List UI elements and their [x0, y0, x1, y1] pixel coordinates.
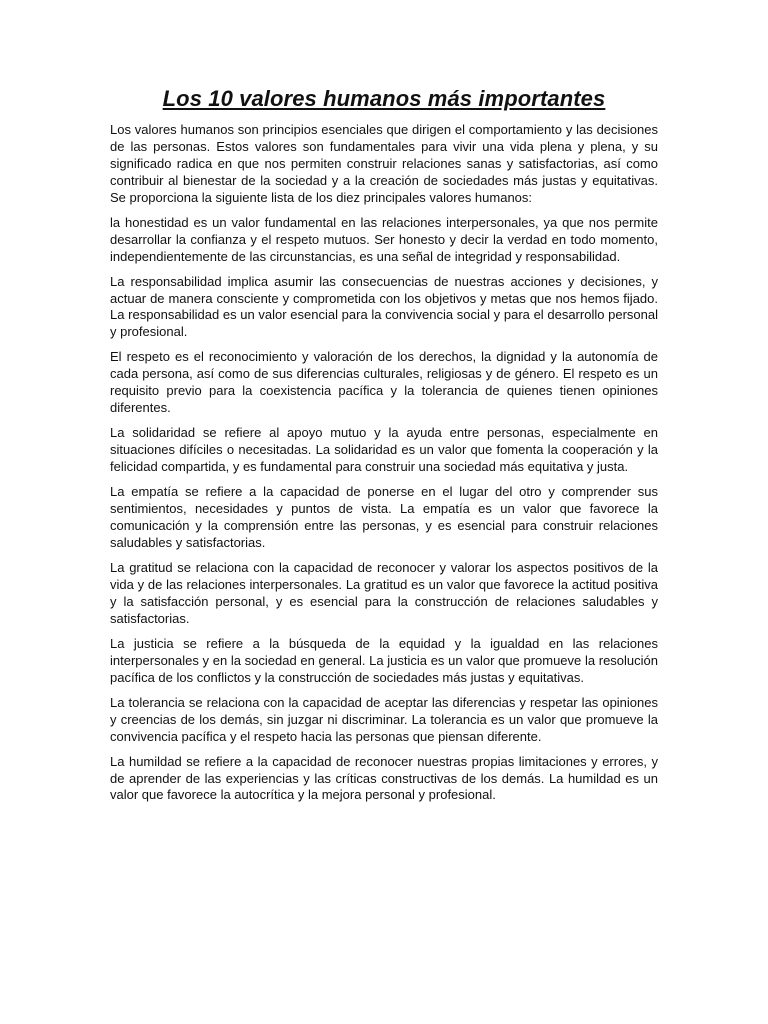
humildad-paragraph: La humildad se refiere a la capacidad de reconocer nuestras propias limitaciones y errores, y de aprender de las experiencias y las críticas constructivas de los demás. La humildad es un valor que favorece la autocrítica y la mejora personal y profesional. — [110, 753, 658, 803]
honestidad-paragraph: la honestidad es un valor fundamental en las relaciones interpersonales, ya que nos permite desarrollar la confianza y el respeto mutuos. Ser honesto y decir la verdad en todo momento, independientemente de las circunstancias, es una señal de integridad y responsabilidad. — [110, 214, 658, 264]
intro-paragraph: Los valores humanos son principios esenciales que dirigen el comportamiento y las decisiones de las personas. Estos valores son fundamentales para vivir una vida plena y plena, y su significado radica en que nos permiten construir relaciones sanas y satisfactorias, así como contribuir al bienestar de la sociedad y a la creación de sociedades más justas y equitativas. Se proporciona la siguiente lista de los diez principales valores humanos: — [110, 122, 658, 205]
document-page — [110, 84, 658, 813]
tolerancia-paragraph: La tolerancia se relaciona con la capacidad de aceptar las diferencias y respetar las opiniones y creencias de los demás, sin juzgar ni discriminar. La tolerancia es un valor que promueve la convivencia pacífica y el respeto hacia las personas que piensan diferente. — [110, 694, 658, 744]
solidaridad-paragraph: La solidaridad se refiere al apoyo mutuo y la ayuda entre personas, especialmente en situaciones difíciles o necesitadas. La solidaridad es un valor que fomenta la cooperación y la felicidad compartida, y es fundamental para construir una sociedad más equitativa y justa. — [110, 425, 658, 475]
empatia-paragraph: La empatía se refiere a la capacidad de ponerse en el lugar del otro y comprender sus sentimientos, necesidades y puntos de vista. La empatía es un valor que favorece la comunicación y la comprensión entre las personas, y es esencial para construir relaciones saludables y satisfactorias. — [110, 484, 658, 550]
document-title: Los 10 valores humanos más importantes — [162, 86, 606, 111]
respeto-paragraph: El respeto es el reconocimiento y valoración de los derechos, la dignidad y la autonomía de cada persona, así como de sus diferencias culturales, religiosas y de género. El respeto es un requisito previo para la coexistencia pacífica y la tolerancia de quienes tienen opiniones diferentes. — [110, 349, 658, 416]
responsabilidad-paragraph: La responsabilidad implica asumir las consecuencias de nuestras acciones y decisiones, y actuar de manera consciente y comprometida con los objetivos y metas que nos hemos fijado. La responsabilidad es un valor esencial para la convivencia social y para el desarrollo personal y profesional. — [110, 273, 658, 340]
gratitud-paragraph: La gratitud se relaciona con la capacidad de reconocer y valorar los aspectos positivos de la vida y de las relaciones interpersonales. La gratitud es un valor que favorece la actitud positiva y la satisfacción personal, y es esencial para la construcción de relaciones saludables y satisfactorias. — [110, 559, 658, 626]
justicia-paragraph: La justicia se refiere a la búsqueda de la equidad y la igualdad en las relaciones interpersonales y en la sociedad en general. La justicia es un valor que promueve la resolución pacífica de los conflictos y la construcción de sociedades más justas y equitativas. — [110, 635, 658, 685]
